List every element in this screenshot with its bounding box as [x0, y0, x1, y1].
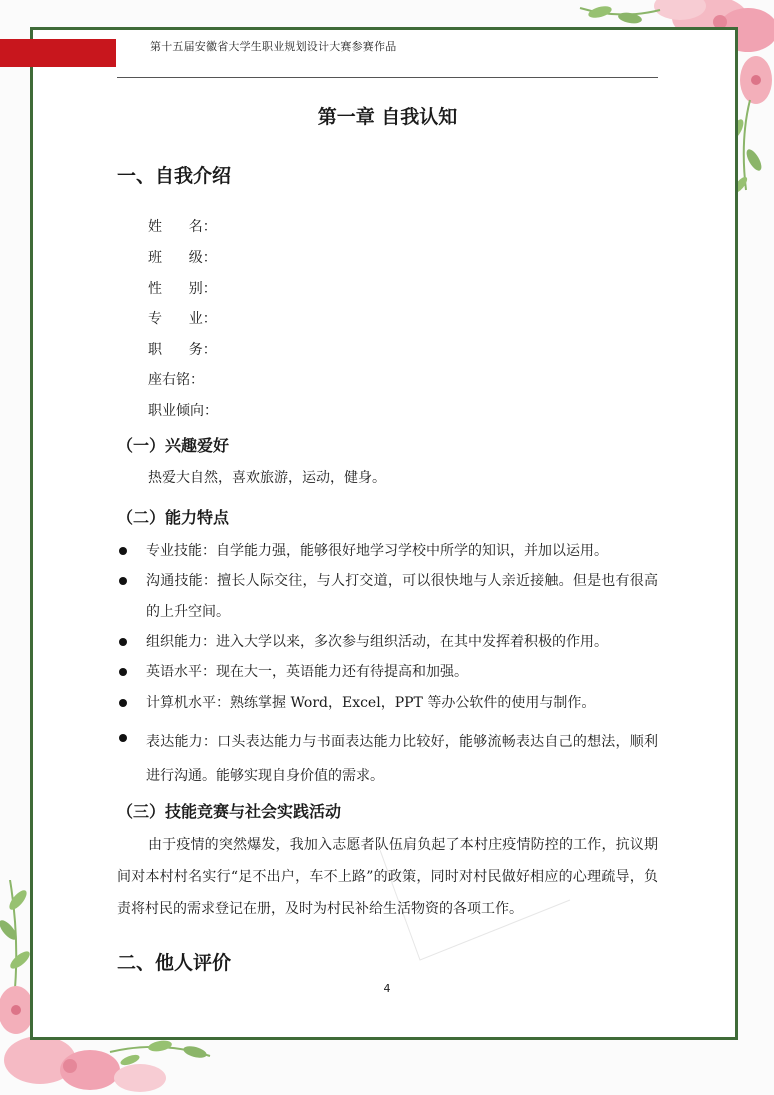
field-career-orientation: 职业倾向： [148, 403, 218, 419]
bullet-icon [119, 638, 127, 646]
ability-item: 英语水平：现在大一，英语能力还有待提高和加强。 [146, 664, 468, 680]
header-red-tab [0, 39, 116, 67]
bullet-icon [119, 734, 127, 742]
bullet-icon [119, 577, 127, 585]
section-title-self-intro: 一、自我介绍 [117, 165, 232, 187]
header-text: 第十五届安徽省大学生职业规划设计大赛参赛作品 [150, 40, 397, 53]
header-divider [117, 77, 658, 78]
hobbies-text: 热爱大自然，喜欢旅游，运动，健身。 [148, 470, 386, 486]
ability-item: 表达能力：口头表达能力与书面表达能力比较好，能够流畅表达自己的想法，顺利进行沟通。能够实现自身价值的需求。 [146, 734, 658, 784]
field-gender: 性 别： [148, 281, 217, 297]
ability-item: 专业技能：自学能力强，能够很好地学习学校中所学的知识，并加以运用。 [146, 543, 608, 559]
ability-item: 计算机水平：熟练掌握 Word，Excel，PPT 等办公软件的使用与制作。 [146, 695, 596, 711]
section-title-others-evaluation: 二、他人评价 [117, 952, 232, 974]
field-position: 职 务： [148, 342, 217, 358]
bullet-icon [119, 668, 127, 676]
bullet-icon [119, 547, 127, 555]
subsection-title-practice: （三）技能竞赛与社会实践活动 [117, 802, 342, 821]
ability-item: 沟通技能：擅长人际交往，与人打交道，可以很快地与人亲近接触。但是也有很高的上升空间。 [146, 573, 658, 620]
field-class: 班 级： [148, 250, 217, 266]
bullet-icon [119, 699, 127, 707]
subsection-title-abilities: （二）能力特点 [117, 508, 230, 527]
ability-item: 组织能力：进入大学以来，多次参与组织活动，在其中发挥着积极的作用。 [146, 634, 608, 650]
field-major: 专 业： [148, 311, 217, 327]
field-name: 姓 名： [148, 219, 217, 235]
field-motto: 座右铭： [148, 372, 204, 388]
page-number: 4 [383, 982, 391, 995]
practice-text: 由于疫情的突然爆发，我加入志愿者队伍肩负起了本村庄疫情防控的工作，抗议期间对本村村名实行“足不出户，车不上路”的政策，同时对村民做好相应的心理疏导，负责将村民的需求登记在册，及时为村民补给生活物资的各项工作。 [117, 837, 658, 917]
chapter-title: 第一章 自我认知 [317, 106, 458, 128]
subsection-title-hobbies: （一）兴趣爱好 [117, 436, 230, 455]
